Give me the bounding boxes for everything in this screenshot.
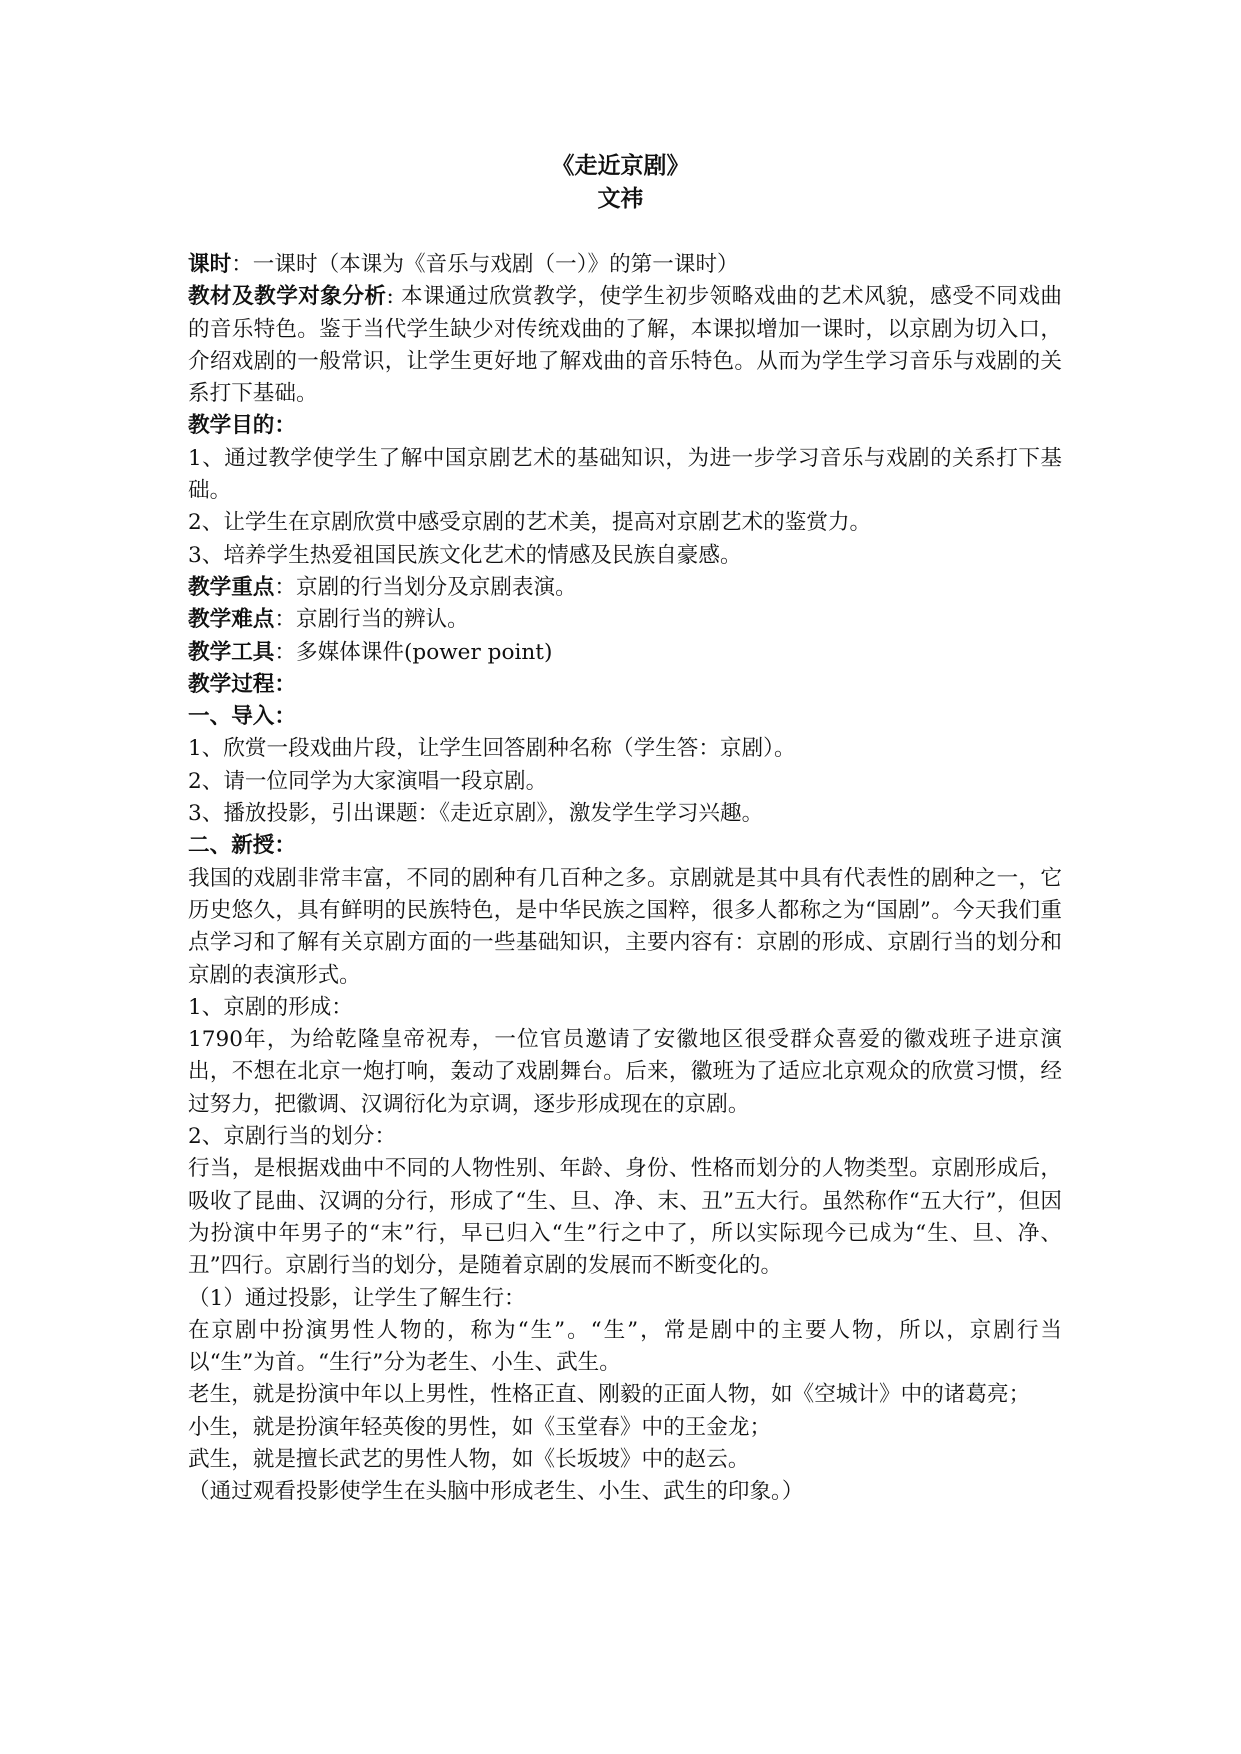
paragraph-label: 二、新授：: [188, 833, 296, 859]
paragraph: [188, 281, 1062, 410]
paragraph: [188, 1153, 1062, 1282]
paragraph-text: ：京剧的行当划分及京剧表演。: [274, 574, 577, 600]
paragraph: [188, 540, 1062, 572]
paragraph: [188, 798, 1062, 830]
paragraph-text: 武生，就是擅长武艺的男性人物，如《长坂坡》中的赵云。: [188, 1446, 750, 1472]
paragraph-text: 1、欣赏一段戏曲片段，让学生回答剧种名称（学生答：京剧）。: [188, 736, 796, 762]
paragraph-text: 1790年，为给乾隆皇帝祝寿，一位官员邀请了安徽地区很受群众喜爱的徽戏班子进京演出，不想在北京一炮打响，轰动了戏剧舞台。后来，徽班为了适应北京观众的欣赏习惯，经过努力，把徽调、汉调衍化为京调，逐步形成现在的京剧。: [188, 1027, 1062, 1117]
paragraph-label: 教学目的：: [188, 413, 296, 439]
paragraph-label: 教学工具: [188, 639, 275, 665]
document-title: 《走近京剧》: [551, 153, 690, 179]
paragraph-text: （通过观看投影使学生在头脑中形成老生、小生、武生的印象。）: [188, 1479, 804, 1505]
paragraph: [188, 766, 1062, 798]
paragraph-text: 老生，就是扮演中年以上男性，性格正直、刚毅的正面人物，如《空城计》中的诸葛亮；: [188, 1382, 1031, 1408]
paragraph: [188, 604, 1062, 636]
document-author: 文祎: [597, 186, 644, 212]
paragraph-text: ：一课时（本课为《音乐与戏剧（一）》的第一课时）: [231, 252, 739, 277]
paragraph: [188, 637, 1062, 669]
paragraph-text: 1、通过教学使学生了解中国京剧艺术的基础知识，为进一步学习音乐与戏剧的关系打下基础。: [188, 445, 1062, 504]
paragraph: [188, 410, 1062, 442]
paragraph: [188, 863, 1062, 992]
paragraph-text: 行当，是根据戏曲中不同的人物性别、年龄、身份、性格而划分的人物类型。京剧形成后，吸收了昆曲、汉调的分行，形成了“生、旦、净、末、丑”五大行。虽然称作“五大行”，但因为扮演中年男子的“末”行，早已归入“生”行之中了，所以实际现今已成为“生、旦、净、丑”四行。京剧行当的划分，是随着京剧的发展而不断变化的。: [188, 1156, 1062, 1279]
paragraph: [188, 992, 1062, 1024]
paragraph: [188, 1379, 1062, 1411]
paragraph-text: （1）通过投影，让学生了解生行：: [188, 1285, 526, 1311]
paragraph: [188, 249, 1062, 281]
paragraph-label: 教学过程：: [188, 671, 296, 697]
paragraph-text: ：京剧行当的辨认。: [274, 607, 469, 633]
paragraph-label: 一、导入：: [188, 704, 296, 730]
paragraph-text: 在京剧中扮演男性人物的，称为“生”。“生”，常是剧中的主要人物，所以，京剧行当以“生”为首。“生行”分为老生、小生、武生。: [188, 1317, 1062, 1376]
paragraph-label: 教学重点: [188, 574, 275, 600]
paragraph-text: 2、京剧行当的划分：: [188, 1124, 397, 1150]
paragraph: [188, 507, 1062, 539]
paragraph: [188, 1412, 1062, 1444]
paragraph-text: : 本课通过欣赏教学，使学生初步领略戏曲的艺术风貌，感受不同戏曲的音乐特色。鉴于当代学生缺少对传统戏曲的了解，本课拟增加一课时，以京剧为切入口，介绍戏剧的一般常识，让学生更好地了解戏曲的音乐特色。从而为学生学习音乐与戏剧的关系打下基础。: [188, 284, 1062, 407]
paragraph-label: 课时: [188, 252, 232, 277]
paragraph-text: 小生，就是扮演年轻英俊的男性，如《玉堂春》中的王金龙；: [188, 1414, 772, 1440]
paragraph-text: ：多媒体课件(power point): [274, 639, 553, 665]
paragraph: [188, 669, 1062, 701]
paragraph-text: 3、播放投影，引出课题：《走近京剧》，激发学生学习兴趣。: [188, 801, 764, 827]
document-body: [188, 249, 1062, 1509]
paragraph-text: 2、让学生在京剧欣赏中感受京剧的艺术美，提高对京剧艺术的鉴赏力。: [188, 510, 872, 536]
paragraph: [188, 1024, 1062, 1121]
paragraph: [188, 443, 1062, 508]
paragraph-text: 2、请一位同学为大家演唱一段京剧。: [188, 768, 548, 794]
paragraph: [188, 1315, 1062, 1380]
paragraph: [188, 572, 1062, 604]
paragraph: [188, 733, 1062, 765]
paragraph-text: 3、培养学生热爱祖国民族文化艺术的情感及民族自豪感。: [188, 542, 742, 568]
paragraph: [188, 830, 1062, 862]
paragraph: [188, 1476, 1062, 1508]
paragraph-text: 1、京剧的形成：: [188, 994, 353, 1020]
paragraph-text: 我国的戏剧非常丰富，不同的剧种有几百种之多。京剧就是其中具有代表性的剧种之一，它历史悠久，具有鲜明的民族特色，是中华民族之国粹，很多人都称之为“国剧”。今天我们重点学习和了解有关京剧方面的一些基础知识，主要内容有：京剧的形成、京剧行当的划分和京剧的表演形式。: [188, 865, 1062, 988]
paragraph: [188, 701, 1062, 733]
paragraph: [188, 1444, 1062, 1476]
paragraph: [188, 1121, 1062, 1153]
paragraph-label: 教材及教学对象分析: [188, 284, 387, 310]
paragraph-label: 教学难点: [188, 607, 275, 633]
paragraph: [188, 1283, 1062, 1315]
